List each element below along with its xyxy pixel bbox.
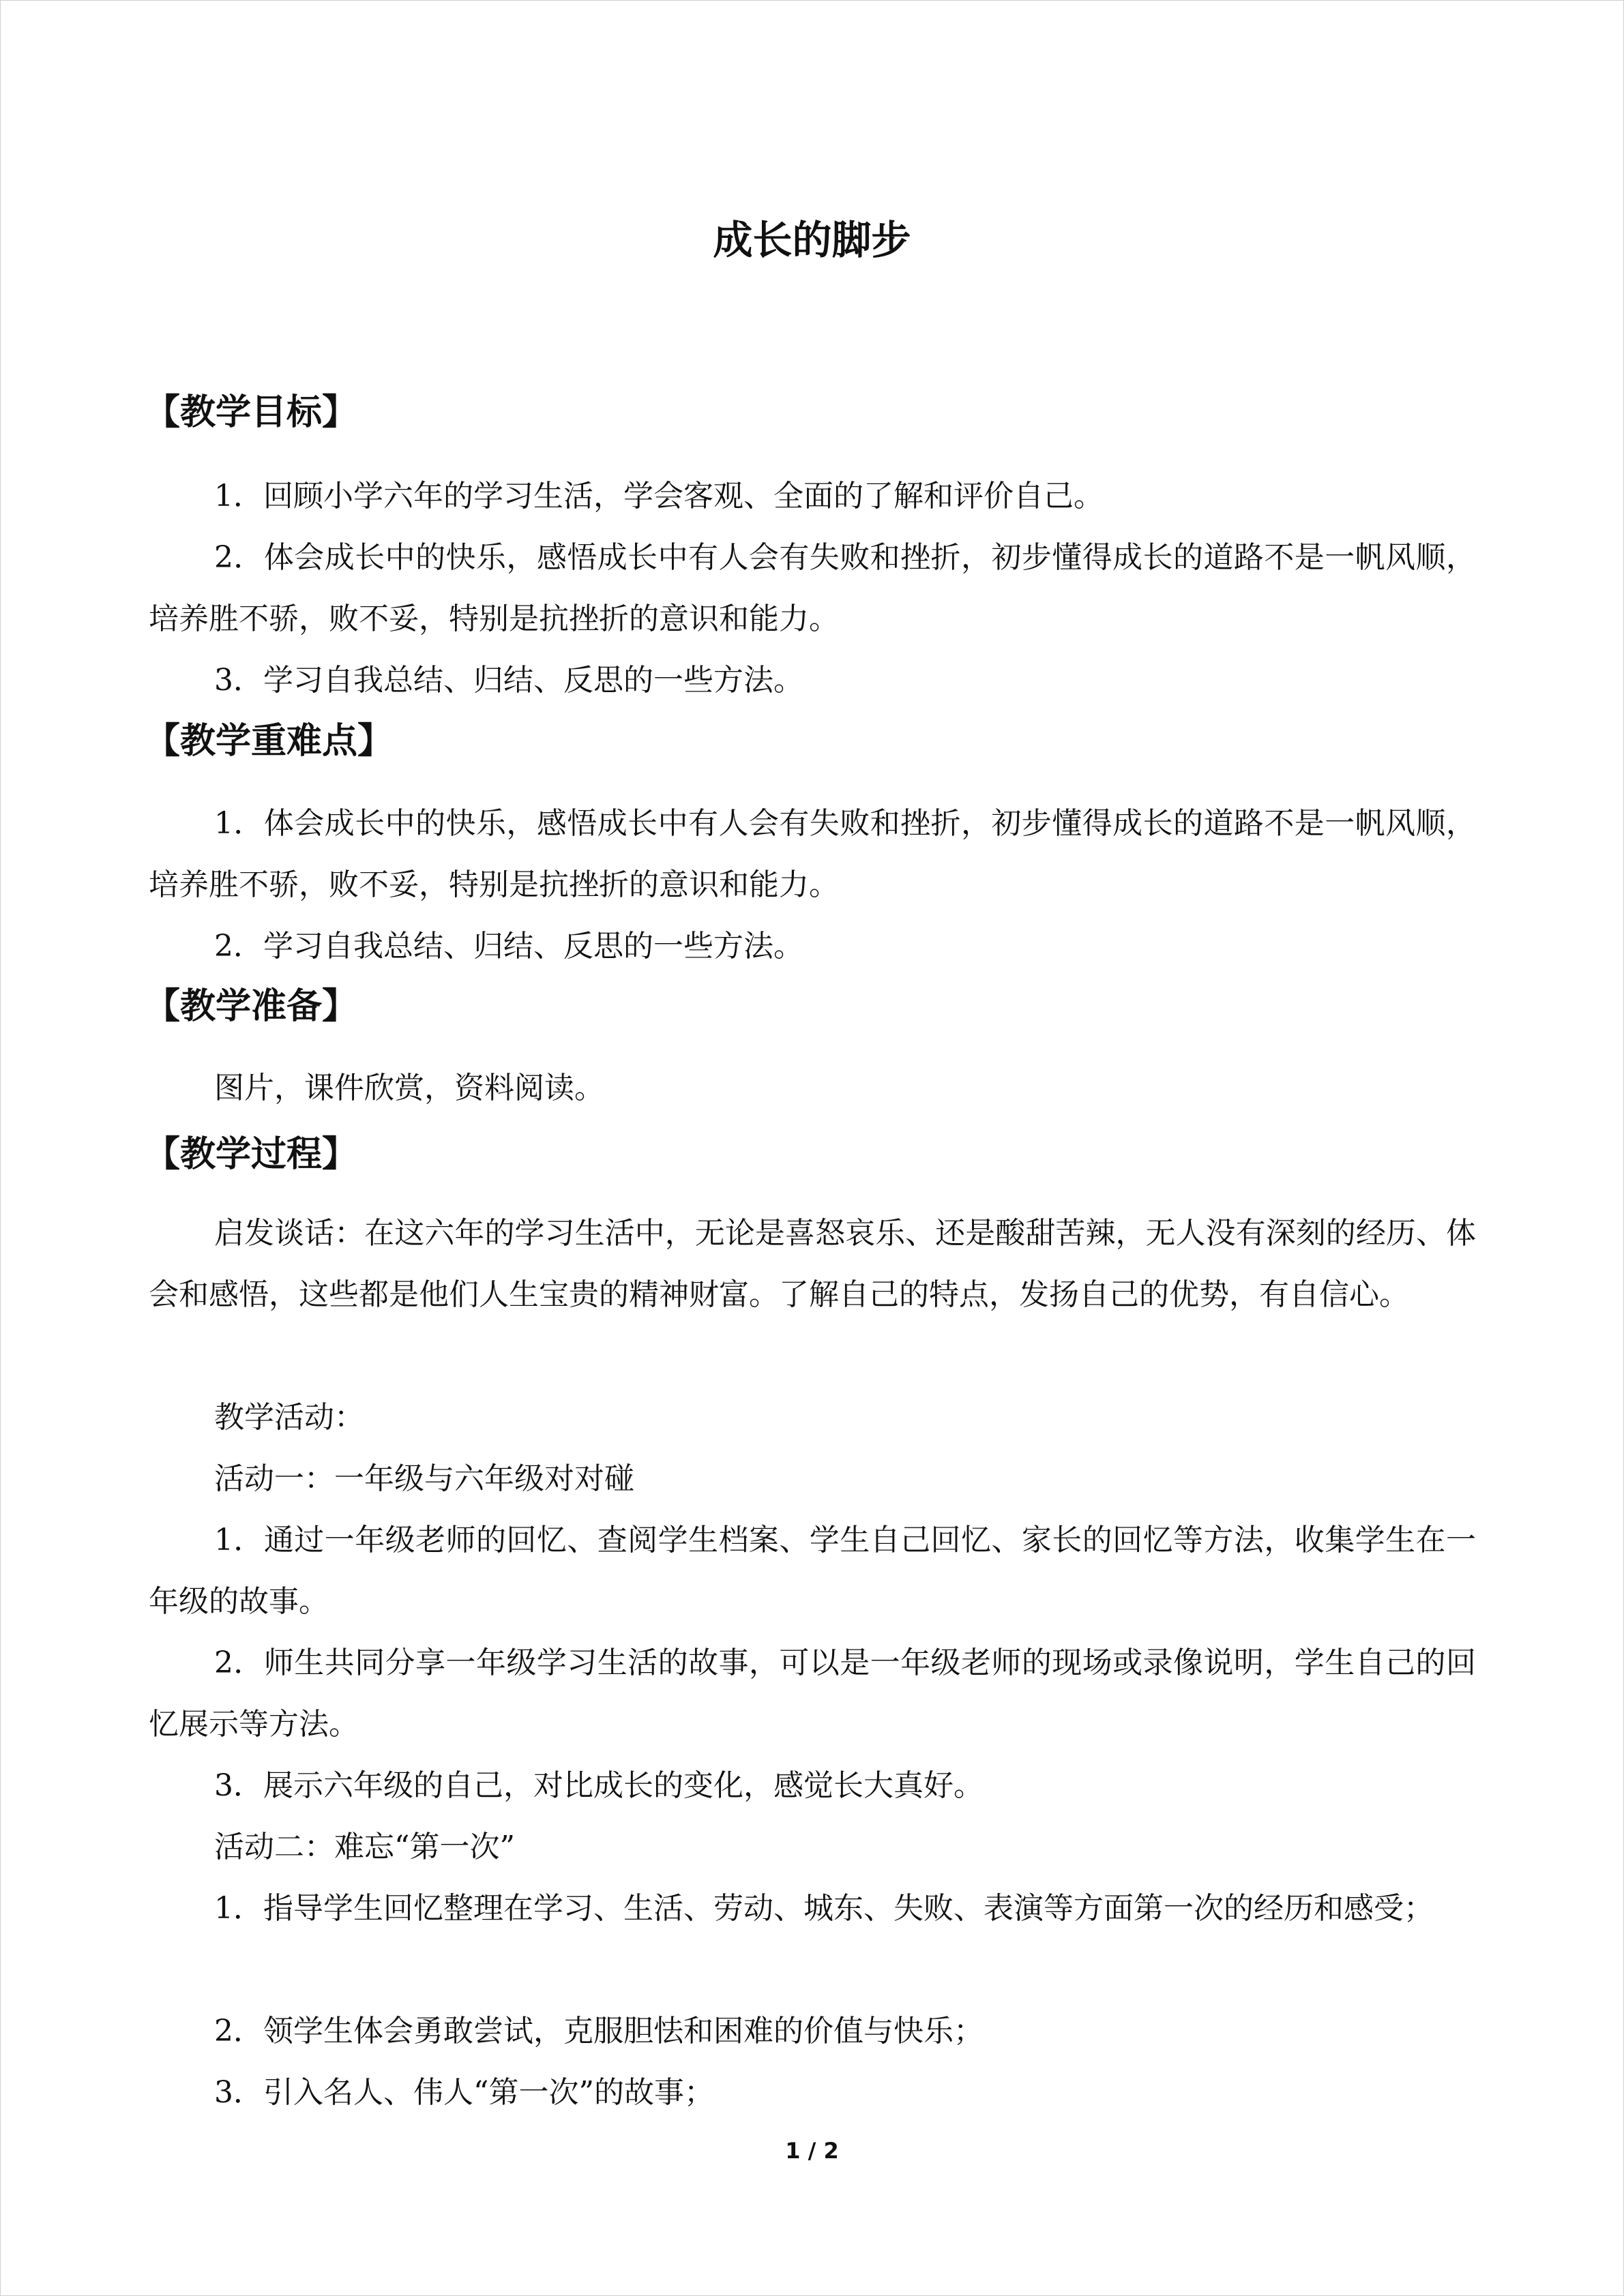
process-intro: 启发谈话：在这六年的学习生活中，无论是喜怒哀乐、还是酸甜苦辣，无人没有深刻的经历、体会和感悟，这些都是他们人生宝贵的精神财富。了解自己的特点，发扬自己的优势，有自信心。: [149, 1216, 1476, 1312]
section-heading-key-points: 【教学重难点】: [145, 721, 394, 762]
activity-two-step-2: 2．领学生体会勇敢尝试，克服胆怯和困难的价值与快乐；: [214, 2014, 984, 2048]
preparation-item-1: 图片，课件欣赏，资料阅读。: [214, 1071, 604, 1105]
section-heading-process: 【教学过程】: [145, 1134, 358, 1175]
key-point-item-1: 1．体会成长中的快乐，感悟成长中有人会有失败和挫折，初步懂得成长的道路不是一帆风顺，培养胜不骄，败不妥，特别是抗挫折的意识和能力。: [149, 806, 1476, 902]
goal-item-3: 3．学习自我总结、归结、反思的一些方法。: [214, 663, 803, 698]
key-point-item-2: 2．学习自我总结、归结、反思的一些方法。: [214, 929, 803, 964]
goal-item-2: 2．体会成长中的快乐，感悟成长中有人会有失败和挫折，初步懂得成长的道路不是一帆风顺，培养胜不骄，败不妥，特别是抗挫折的意识和能力。: [149, 540, 1476, 636]
page-number: 1 / 2: [785, 2138, 839, 2164]
activity-two-step-1: 1．指导学生回忆整理在学习、生活、劳动、城东、失败、表演等方面第一次的经历和感受；: [214, 1891, 1434, 1926]
activity-one-title: 活动一：一年级与六年级对对碰: [214, 1461, 634, 1496]
process-activities-label: 教学活动：: [214, 1400, 364, 1435]
section-heading-preparation: 【教学准备】: [145, 986, 358, 1027]
activity-two-title: 活动二：难忘“第一次”: [214, 1830, 515, 1864]
activity-two-step-3: 3．引入名人、伟人“第一次”的故事；: [214, 2075, 714, 2110]
goal-item-1: 1．回顾小学六年的学习生活，学会客观、全面的了解和评价自己。: [214, 479, 1104, 513]
activity-one-step-1: 1．通过一年级老师的回忆、查阅学生档案、学生自己回忆、家长的回忆等方法，收集学生在一年级的故事。: [149, 1523, 1476, 1619]
section-heading-goals: 【教学目标】: [145, 392, 358, 433]
page-title: 成长的脚步: [713, 217, 911, 263]
activity-one-step-2: 2．师生共同分享一年级学习生活的故事，可以是一年级老师的现场或录像说明，学生自己的回忆展示等方法。: [149, 1645, 1476, 1742]
activity-one-step-3: 3．展示六年级的自己，对比成长的变化，感觉长大真好。: [214, 1768, 984, 1803]
